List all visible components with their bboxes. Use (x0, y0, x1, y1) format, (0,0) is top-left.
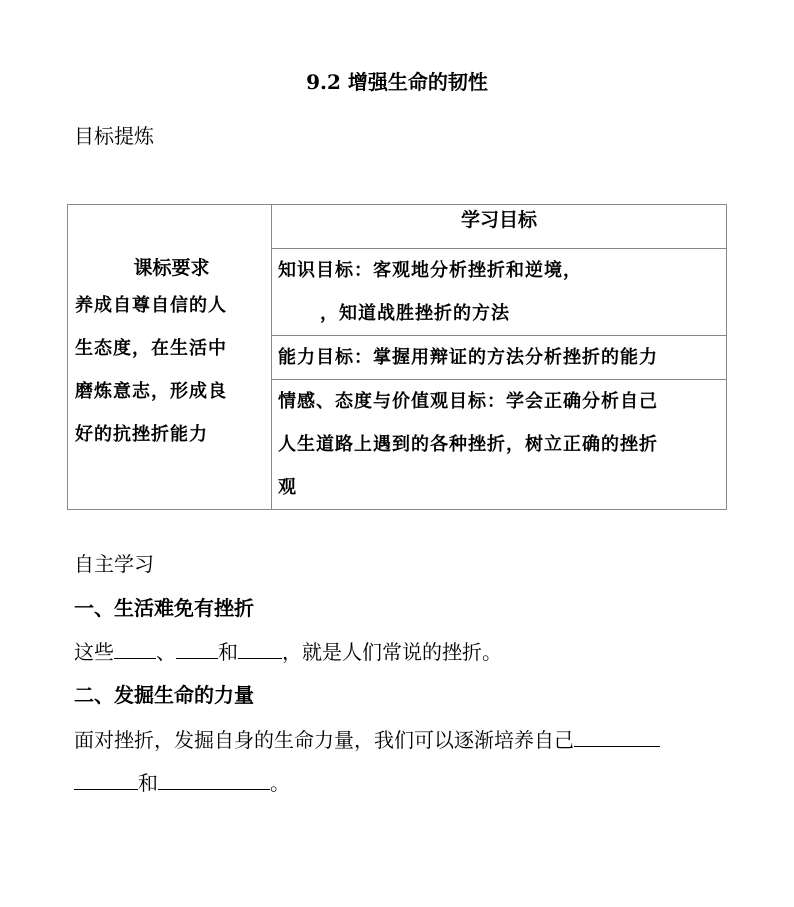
part1-sep: 和 (218, 640, 238, 664)
curriculum-text (72, 284, 267, 456)
curriculum-line: 磨炼意志，形成良 (75, 381, 227, 402)
curriculum-line: 生态度，在生活中 (75, 338, 227, 359)
part1-text-start: 这些 (74, 640, 114, 664)
page-title: 9.2 增强生命的韧性 (306, 70, 488, 94)
fill-blank[interactable] (238, 638, 282, 659)
fill-blank[interactable] (158, 769, 270, 790)
part1-heading: 一、生活难免有挫折 (74, 596, 254, 620)
ability-goal-line: 能力目标：掌握用辩证的方法分析挫折的能力 (278, 347, 658, 368)
curriculum-header: 课标要求 (133, 257, 210, 279)
emotion-goal-line: 情感、态度与价值观目标：学会正确分析自己 (278, 391, 658, 412)
goals-table (67, 204, 727, 510)
fill-blank[interactable] (176, 638, 218, 659)
knowledge-goal-line: 知识目标：客观地分析挫折和逆境， (278, 260, 582, 281)
part1-text-end: ，就是人们常说的挫折。 (282, 640, 502, 664)
fill-blank[interactable] (74, 769, 138, 790)
emotion-goal-line: 人生道路上遇到的各种挫折，树立正确的挫折 (278, 434, 658, 455)
learning-goals-header: 学习目标 (460, 209, 537, 231)
knowledge-goal-line: ，知道战胜挫折的方法 (320, 303, 510, 324)
learning-goals-header-cell (272, 205, 727, 249)
curriculum-line: 养成自尊自信的人 (75, 295, 227, 316)
part2-text: 面对挫折，发掘自身的生命力量，我们可以逐渐培养自己 (74, 728, 574, 752)
ability-goal-cell (272, 336, 727, 380)
curriculum-line: 好的抗挫折能力 (75, 424, 208, 445)
part2-sentence-cont (74, 769, 290, 797)
part2-end: 。 (270, 771, 290, 795)
emotion-goal-line: 观 (278, 477, 297, 498)
part2-sep: 和 (138, 771, 158, 795)
part2-sentence (74, 726, 660, 754)
section-goals-label: 目标提炼 (74, 124, 154, 148)
part1-sentence (74, 638, 502, 666)
curriculum-cell (68, 205, 272, 510)
fill-blank[interactable] (114, 638, 156, 659)
fill-blank[interactable] (574, 726, 660, 747)
part1-sep: 、 (156, 640, 176, 664)
knowledge-goal-cell (272, 249, 727, 336)
part2-heading: 二、发掘生命的力量 (74, 683, 254, 707)
emotion-goal-cell (272, 380, 727, 510)
section-self-study-label: 自主学习 (74, 552, 154, 576)
